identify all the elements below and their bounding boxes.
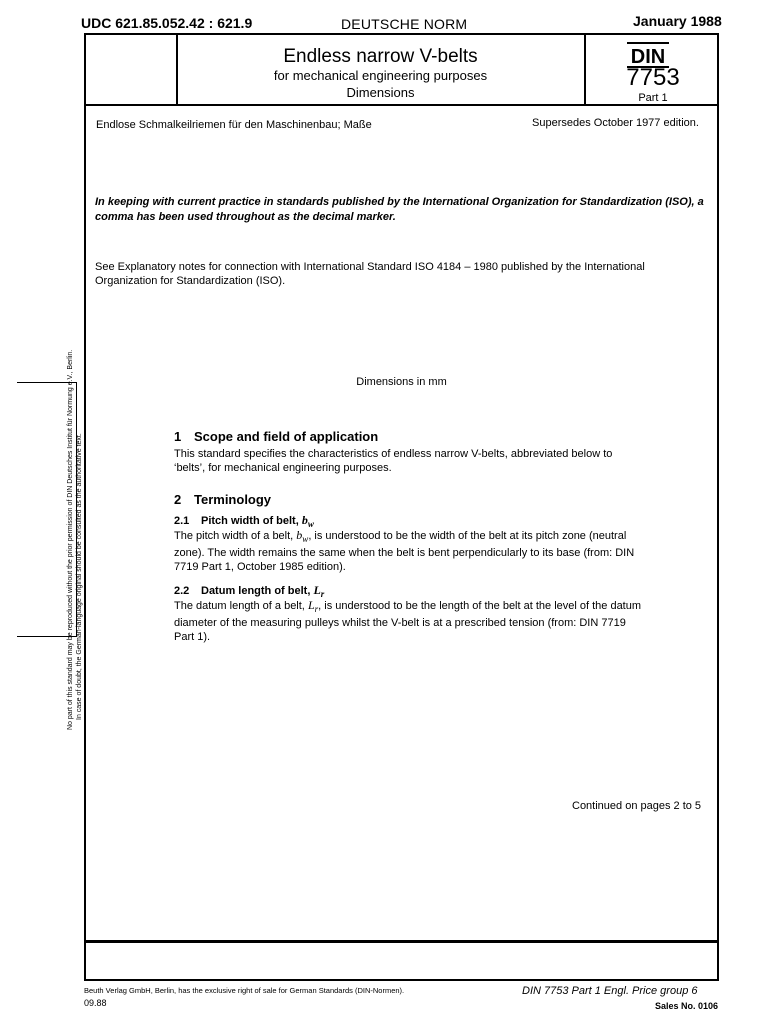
text-fragment: , is understood to be the width of the belt at its pitch zone (neutral zone). The width remains the same when the belt is bent perpendicularly to its base (from: DIN 7719 Part 1, October 1985 edition). <box>174 530 635 574</box>
continued-note: Continued on pages 2 to 5 <box>572 800 702 812</box>
frame-bottom-rule <box>84 940 719 942</box>
din-logo-text: DIN <box>630 46 666 68</box>
footer-reference: DIN 7753 Part 1 Engl. Price group 6 <box>522 985 698 997</box>
document-dimensions-label: Dimensions <box>346 85 415 100</box>
sales-number: Sales No. 0106 <box>655 1001 719 1011</box>
dimensions-note: Dimensions in mm <box>356 376 447 388</box>
copyright-notice <box>66 350 84 730</box>
issue-date: January 1988 <box>633 13 722 29</box>
footer-rule <box>84 979 719 981</box>
subsection-2-2-heading <box>174 583 324 599</box>
symbol-subscript: w <box>302 534 309 545</box>
text-fragment: The datum length of a belt, <box>174 600 305 612</box>
symbol-subscript: r <box>314 604 319 615</box>
german-title: Endlose Schmalkeilriemen für den Maschinenbau; Maße <box>96 119 372 131</box>
section-number: 2 <box>174 492 182 507</box>
subsection-2-2-text <box>174 598 644 644</box>
subsection-2-1-heading <box>174 513 314 529</box>
text-fragment: The pitch width of a belt, <box>174 530 294 542</box>
subsection-title: Pitch width of belt, <box>201 515 299 527</box>
subsection-title: Datum length of belt, <box>201 585 311 597</box>
subsection-number: 2.2 <box>174 585 190 597</box>
text-fragment: , is understood to be the length of the belt at the level of the datum diameter of the measuring pulleys whilst the V-belt is at a prescribed tension (from: DIN 7719 Part 1). <box>174 600 642 644</box>
publisher-note: Beuth Verlag GmbH, Berlin, has the exclusive right of sale for German Standards (DIN-Normen). <box>84 986 405 995</box>
copyright-line: No part of this standard may be reproduced without the prior permission of DIN Deutsches Institut für Normung e.V., Berlin. <box>67 349 74 730</box>
symbol: b <box>296 528 303 542</box>
footer-box-right <box>717 940 719 981</box>
document-subtitle: for mechanical engineering purposes <box>273 68 488 83</box>
authoritative-text-line: In case of doubt, the German-language original should be consulted as the authoritative text. <box>76 433 83 720</box>
norm-type: DEUTSCHE NORM <box>341 16 468 32</box>
section-title: Terminology <box>194 492 272 507</box>
footer-box-left <box>84 940 86 981</box>
subsection-number: 2.1 <box>174 515 190 527</box>
standard-number: 7753 <box>626 64 680 91</box>
subsection-2-1-text <box>174 528 644 574</box>
document-title: Endless narrow V-belts <box>283 46 478 67</box>
symbol-subscript: r <box>320 589 325 600</box>
section-2-heading <box>174 492 271 507</box>
symbol: L <box>313 583 321 597</box>
title-box-bottom-rule <box>84 104 719 106</box>
section-number: 1 <box>174 429 182 444</box>
section-1-heading <box>174 429 378 444</box>
udc-code: UDC 621.85.052.42 : 621.9 <box>81 15 253 31</box>
title-box-right-divider <box>584 33 586 106</box>
symbol: L <box>307 598 315 612</box>
footer-code: 09.88 <box>84 998 107 1008</box>
iso-decimal-note: In keeping with current practice in standards published by the International Organization for Standardization (ISO), a comma has been used throughout as the decimal marker. <box>95 196 704 223</box>
symbol: b <box>301 513 308 527</box>
section-title: Scope and field of application <box>194 429 379 444</box>
standard-part: Part 1 <box>638 92 668 104</box>
symbol-subscript: w <box>307 519 314 530</box>
explanatory-note: See Explanatory notes for connection with International Standard ISO 4184 – 1980 published by the International Organization for Standardization (ISO). <box>95 261 645 287</box>
section-1-text: This standard specifies the characteristics of endless narrow V-belts, abbreviated below to ‘belts’, for mechanical engineering purposes. <box>174 448 613 474</box>
supersedes-note: Supersedes October 1977 edition. <box>532 117 699 129</box>
